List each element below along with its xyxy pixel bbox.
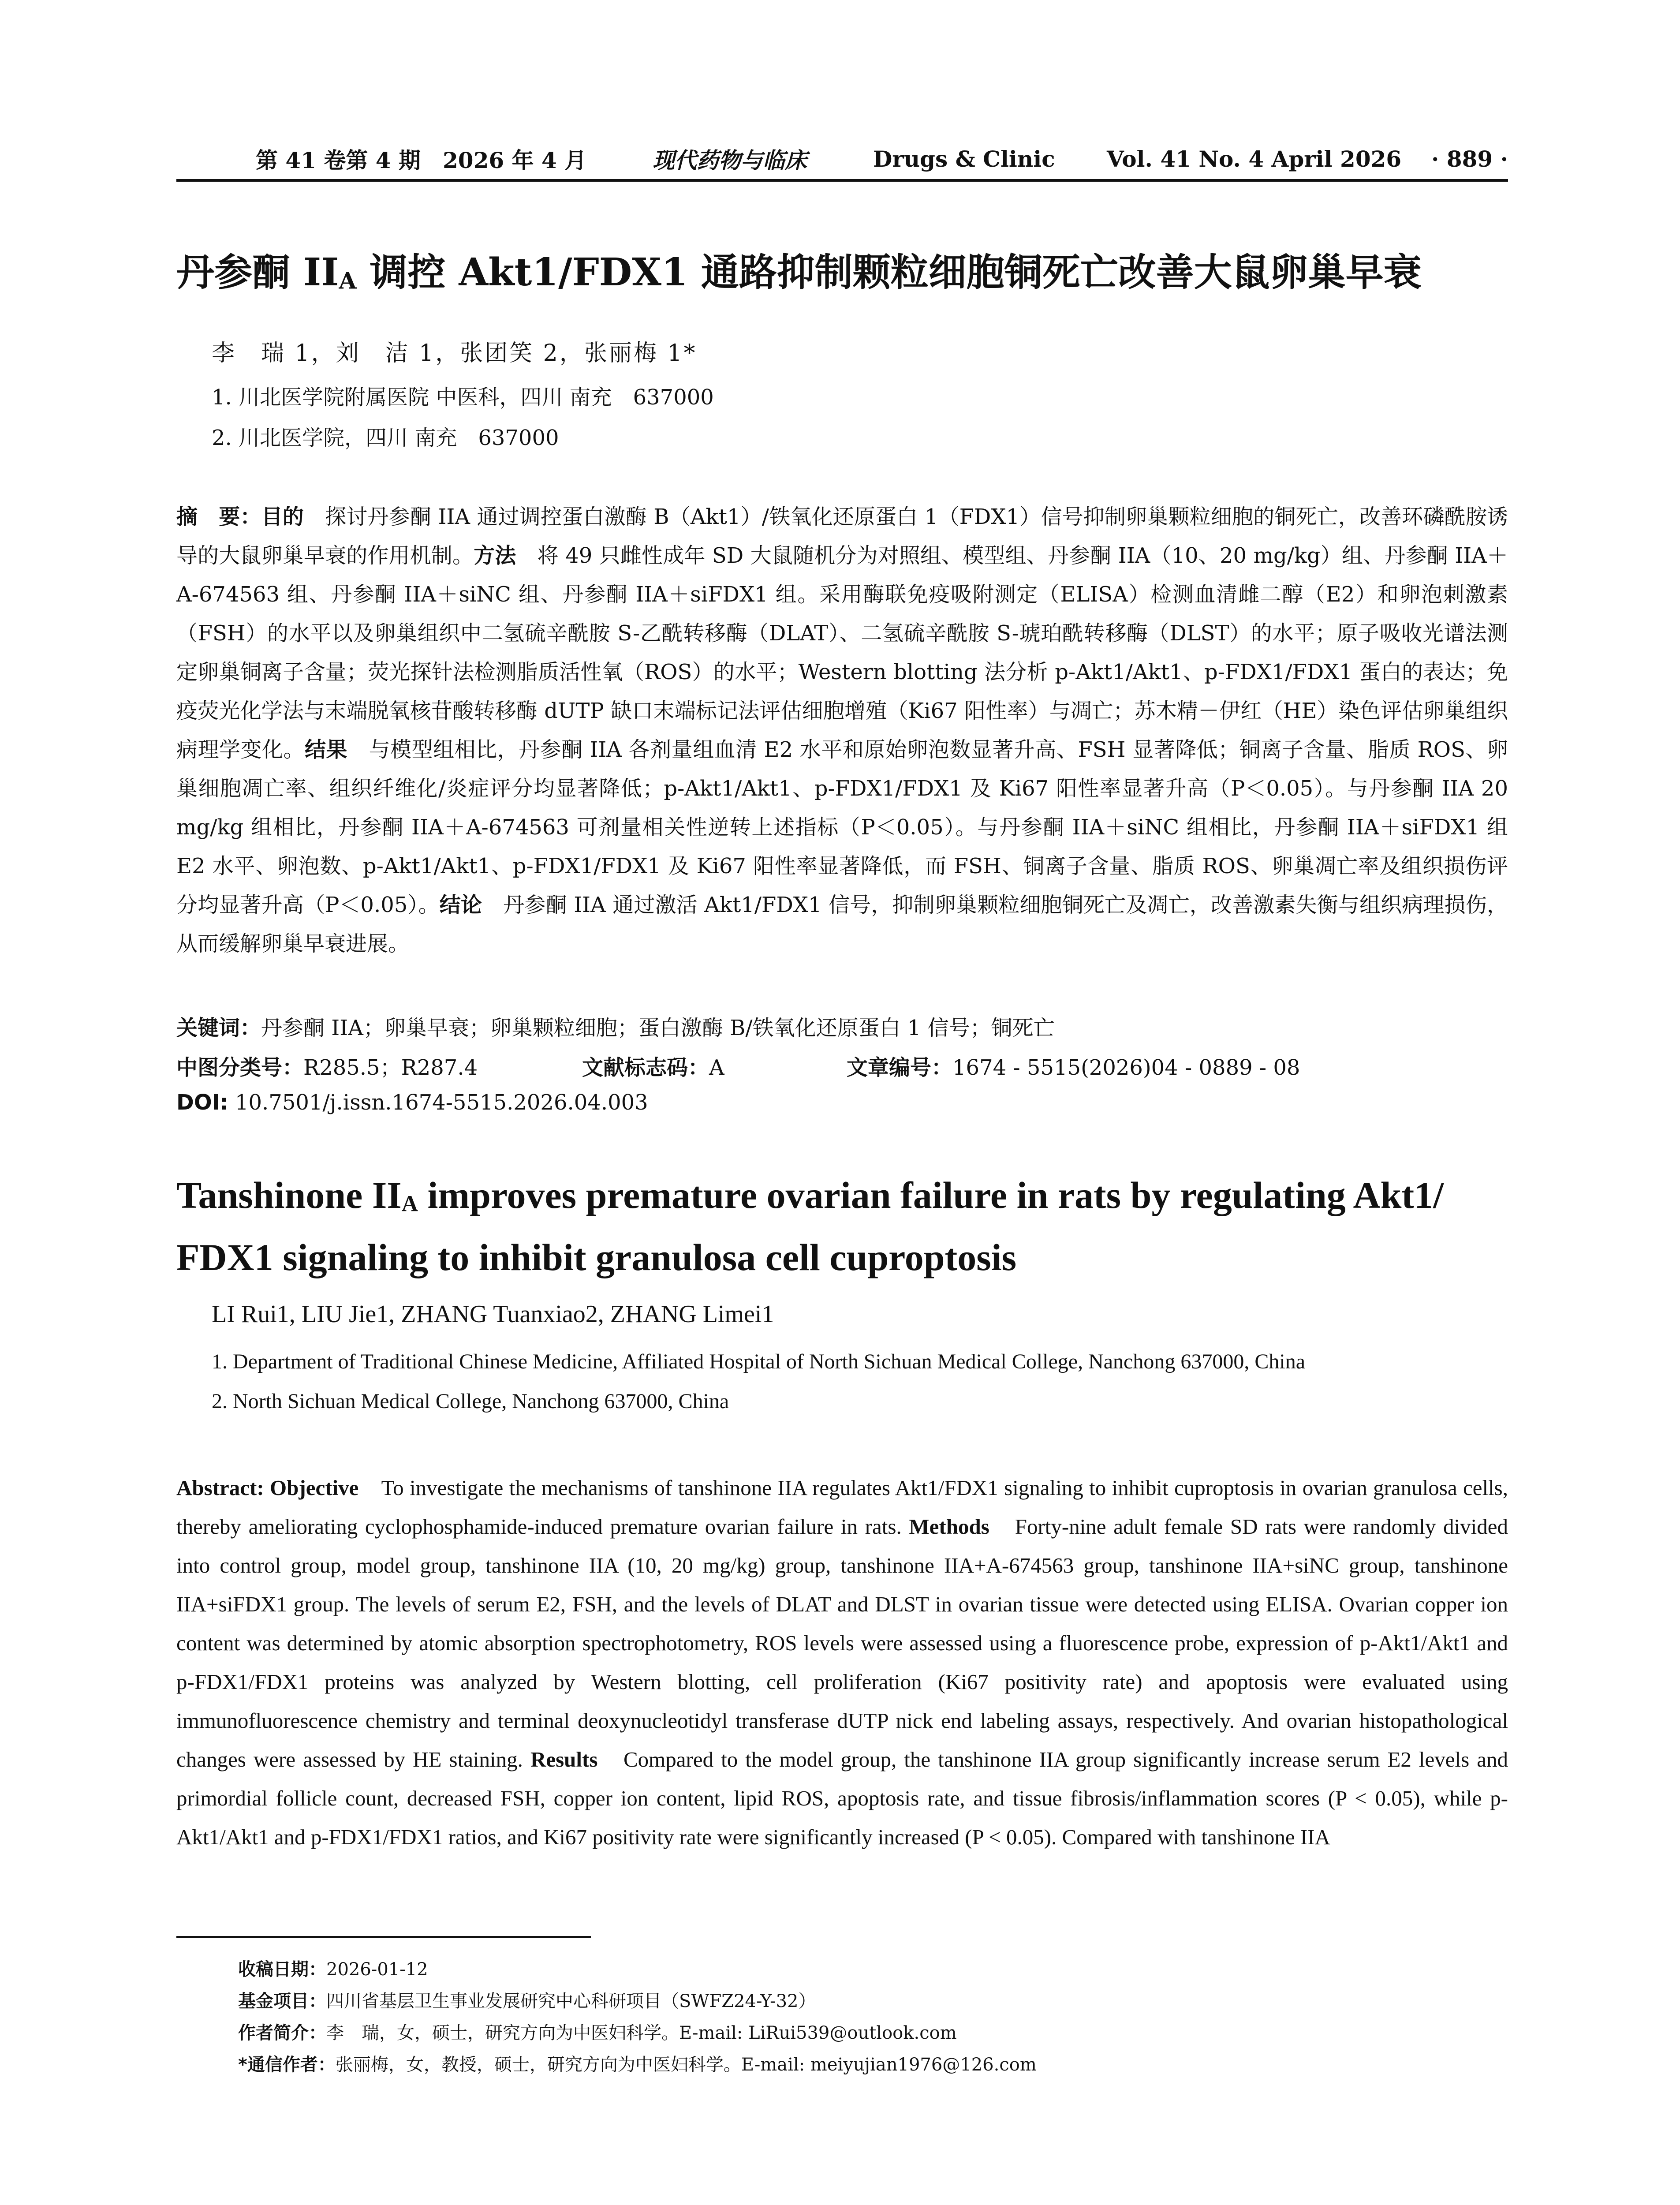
- author-bio-label: 作者简介：: [238, 2023, 326, 2043]
- cn-abstract-label: 摘 要：: [176, 505, 261, 529]
- fund-value: 四川省基层卫生事业发展研究中心科研项目（SWFZ24-Y-32）: [326, 1991, 816, 2011]
- header-issue: 第 41 卷第 4 期 2026 年 4 月: [256, 147, 587, 173]
- cn-objective-label: 目的: [261, 505, 304, 529]
- cn-title-pre: 丹参酮 II: [176, 250, 339, 295]
- cn-abstract: [176, 497, 1508, 963]
- cn-doi-value: 10.7501/j.issn.1674-5515.2026.04.003: [228, 1090, 648, 1115]
- footnote-corresponding: [238, 2049, 1037, 2081]
- cn-classification: [176, 1050, 1508, 1081]
- corresponding-label: *通信作者：: [238, 2055, 336, 2075]
- footnote-rule: [176, 1936, 591, 1938]
- cn-title: [176, 242, 1508, 296]
- cn-results-label: 结果: [305, 737, 348, 762]
- en-objective-text: To investigate the mechanisms of tanshinone IIA regulates Akt1/FDX1 signaling to inhibit cuproptosis in ovarian granulosa cells, thereby ameliorating cyclophosphamide-induced premature ovarian failure in rats.: [176, 1476, 1508, 1539]
- header-journal-cn: 现代药物与临床: [653, 147, 807, 173]
- cn-conclusion-text: 丹参酮 IIA 通过激活 Akt1/FDX1 信号，抑制卵巢颗粒细胞铜死亡及凋亡，改善激素失衡与组织病理损伤，从而缓解卵巢早衰进展。: [176, 893, 1508, 956]
- cn-keywords-label: 关键词：: [176, 1016, 261, 1040]
- cn-keywords-text: 丹参酮 IIA；卵巢早衰；卵巢颗粒细胞；蛋白激酶 B/铁氧化还原蛋白 1 信号；铜死亡: [261, 1016, 1055, 1040]
- cn-articleno-value: 1674 - 5515(2026)04 - 0889 - 08: [952, 1055, 1300, 1080]
- cn-affiliation-1: 1. 川北医学院附属医院 中医科，四川 南充 637000: [212, 385, 714, 410]
- en-abstract: [176, 1469, 1508, 1857]
- running-header: [176, 141, 1508, 176]
- cn-class-value: R285.5；R287.4: [303, 1055, 478, 1080]
- cn-conclusion-label: 结论: [439, 893, 482, 917]
- cn-class-label: 中图分类号：: [176, 1055, 304, 1080]
- en-affiliation-1: 1. Department of Traditional Chinese Medicine, Affiliated Hospital of North Sichuan Medical College, Nanchong 637000, China: [212, 1350, 1305, 1373]
- cn-methods-text: 将 49 只雌性成年 SD 大鼠随机分为对照组、模型组、丹参酮 IIA（10、20 mg/kg）组、丹参酮 IIA＋A-674563 组、丹参酮 IIA＋siNC 组、丹参酮 IIA＋siFDX1 组。采用酶联免疫吸附测定（ELISA）检测血清雌二醇（E2）和卵泡刺激素（FSH）的水平以及卵巢组织中二氢硫辛酰胺 S-乙酰转移酶（DLAT）、二氢硫辛酰胺 S-琥珀酰转移酶（DLST）的水平；原子吸收光谱法测定卵巢铜离子含量；荧光探针法检测脂质活性氧（ROS）的水平；Western blotting 法分析 p-Akt1/Akt1、p-FDX1/FDX1 蛋白的表达；免疫荧光化学法与末端脱氧核苷酸转移酶 dUTP 缺口末端标记法评估细胞增殖（Ki67 阳性率）与凋亡；苏木精－伊红（HE）染色评估卵巢组织病理学变化。: [176, 543, 1508, 762]
- header-journal-en: Drugs & Clinic: [873, 146, 1055, 172]
- cn-objective-text: 探讨丹参酮 IIA 通过调控蛋白激酶 B（Akt1）/铁氧化还原蛋白 1（FDX1）信号抑制卵巢颗粒细胞的铜死亡，改善环磷酰胺诱导的大鼠卵巢早衰的作用机制。: [176, 505, 1508, 568]
- footnotes: [238, 1954, 1037, 2081]
- received-label: 收稿日期：: [238, 1959, 326, 1980]
- cn-keywords: [176, 1011, 1508, 1041]
- en-abstract-label: Abstract: Objective: [176, 1476, 359, 1500]
- en-methods-text: Forty-nine adult female SD rats were randomly divided into control group, model group, tanshinone IIA (10, 20 mg/kg) group, tanshinone IIA+A-674563 group, tanshinone IIA+siNC group, tanshinone IIA+siFDX1 group. The levels of serum E2, FSH, and the levels of DLAT and DLST in ovarian tissue were detected using ELISA. Ovarian copper ion content was determined by atomic absorption spectrophotometry, ROS levels were assessed using a fluorescence probe, expression of p-Akt1/Akt1 and p-FDX1/FDX1 proteins was analyzed by Western blotting, cell proliferation (Ki67 positivity rate) and apoptosis were evaluated using immunofluorescence chemistry and terminal deoxynucleotidyl transferase dUTP nick end labeling assays, respectively. And ovarian histopathological changes were assessed by HE staining.: [176, 1514, 1508, 1771]
- received-value: 2026-01-12: [326, 1959, 428, 1980]
- footnote-fund: [238, 1985, 1037, 2017]
- cn-methods-label: 方法: [474, 543, 516, 568]
- en-title-post: improves premature ovarian failure in rats by regulating Akt1/ FDX1 signaling to inhibit granulosa cell cuproptosis: [176, 1174, 1444, 1278]
- en-authors: LI Rui1, LIU Jie1, ZHANG Tuanxiao2, ZHANG Limei1: [212, 1301, 774, 1328]
- header-page-number: · 889 ·: [1431, 146, 1508, 172]
- cn-articleno-label: 文章编号：: [847, 1055, 953, 1080]
- cn-authors: 李 瑞 1，刘 洁 1，张团笑 2，张丽梅 1*: [212, 340, 697, 366]
- cn-title-sub: A: [339, 268, 357, 295]
- cn-title-post: 调控 Akt1/FDX1 通路抑制颗粒细胞铜死亡改善大鼠卵巢早衰: [356, 250, 1422, 295]
- cn-doi-label: DOI:: [176, 1090, 228, 1115]
- en-methods-label: Methods: [909, 1514, 989, 1539]
- author-bio-value: 李 瑞，女，硕士，研究方向为中医妇科学。E-mail: LiRui539@outlook.com: [326, 2023, 957, 2043]
- en-affiliation-2: 2. North Sichuan Medical College, Nanchong 637000, China: [212, 1390, 729, 1413]
- footnote-author: [238, 2017, 1037, 2049]
- cn-affiliation-2: 2. 川北医学院，四川 南充 637000: [212, 426, 559, 450]
- cn-results-text: 与模型组相比，丹参酮 IIA 各剂量组血清 E2 水平和原始卵泡数显著升高、FSH 显著降低；铜离子含量、脂质 ROS、卵巢细胞凋亡率、组织纤维化/炎症评分均显著降低；p-Akt1/Akt1、p-FDX1/FDX1 及 Ki67 阳性率显著升高（P＜0.05）。与丹参酮 IIA 20 mg/kg 组相比，丹参酮 IIA＋A-674563 可剂量相关性逆转上述指标（P＜0.05）。与丹参酮 IIA＋siNC 组相比，丹参酮 IIA＋siFDX1 组 E2 水平、卵泡数、p-Akt1/Akt1、p-FDX1/FDX1 及 Ki67 阳性率显著降低，而 FSH、铜离子含量、脂质 ROS、卵巢凋亡率及组织损伤评分均显著升高（P＜0.05）。: [176, 737, 1508, 917]
- en-title: [176, 1169, 1508, 1284]
- header-volume: Vol. 41 No. 4 April 2026: [1107, 146, 1402, 172]
- en-results-text: Compared to the model group, the tanshinone IIA group significantly increase serum E2 levels and primordial follicle count, decreased FSH, copper ion content, lipid ROS, apoptosis rate, and tissue fibrosis/inflammation scores (P < 0.05), while p-Akt1/Akt1 and p-FDX1/FDX1 ratios, and Ki67 positivity rate were significantly increased (P < 0.05). Compared with tanshinone IIA: [176, 1747, 1508, 1849]
- corresponding-value: 张丽梅，女，教授，硕士，研究方向为中医妇科学。E-mail: meiyujian1976@126.com: [335, 2055, 1037, 2075]
- cn-doccode-label: 文献标志码：: [582, 1055, 709, 1080]
- en-results-label: Results: [530, 1747, 598, 1771]
- en-title-sub: A: [401, 1191, 418, 1217]
- footnote-received: [238, 1954, 1037, 1985]
- fund-label: 基金项目：: [238, 1991, 326, 2011]
- cn-doi: [176, 1090, 1508, 1115]
- en-title-pre: Tanshinone II: [176, 1174, 402, 1216]
- header-rule: [176, 179, 1508, 182]
- cn-doccode-value: A: [709, 1055, 724, 1080]
